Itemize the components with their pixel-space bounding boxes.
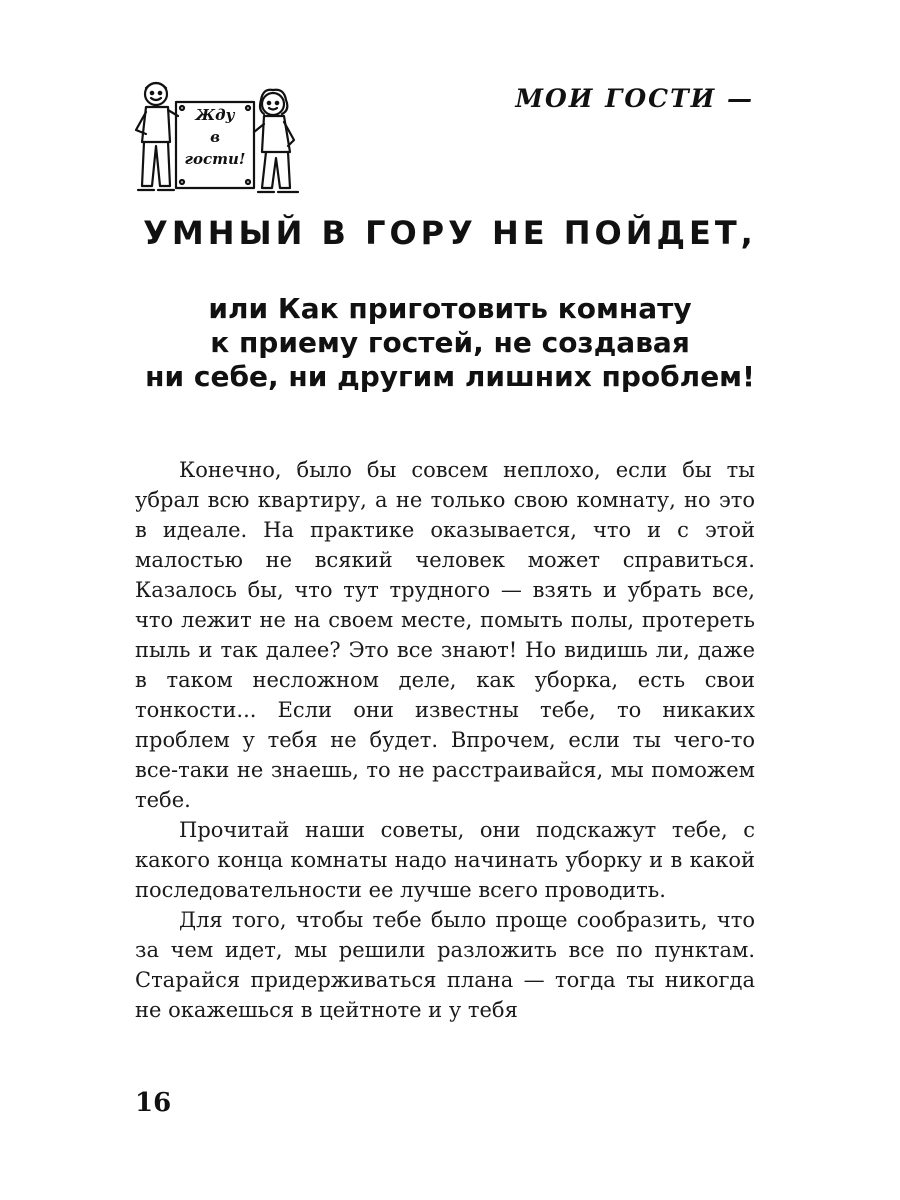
paragraph: Для того, чтобы тебе было проще сообразить, что за чем идет, мы решили разложить все по пунктам. Старайся придерживаться плана — тогда ты никогда не окажешься в цейтноте и у тебя [135, 908, 755, 1022]
logo-sign-line: гости! [184, 150, 246, 168]
page-number: 16 [135, 1088, 172, 1118]
chapter-title: УМНЫЙ В ГОРУ НЕ ПОЙДЕТ, [143, 214, 757, 252]
subtitle-line: или Как приготовить комнату [208, 292, 692, 325]
running-head: МОИ ГОСТИ — [515, 84, 754, 113]
paragraph: Конечно, было бы совсем неплохо, если бы ты убрал всю квартиру, а не только свою комнату, но это в идеале. На практике оказывается, что и с этой малостью не всякий человек может справиться. Казалось бы, что тут трудного — взять и убрать все, что лежит не на своем месте, помыть полы, протереть пыль и так далее? Это все знают! Но видишь ли, даже в таком несложном деле, как уборка, есть свои тонкости... Если они известны тебе, то никаких проблем у тебя не будет. Впрочем, если ты чего-то все-таки не знаешь, то не расстраивайся, мы поможем тебе. [135, 458, 755, 812]
subtitle-line: ни себе, ни другим лишних проблем! [145, 360, 755, 393]
body-text [135, 455, 755, 1025]
logo-sign-line: Жду [195, 106, 235, 124]
chapter-subtitle [0, 292, 900, 394]
logo-sign-text [178, 104, 252, 184]
kids-holding-sign-icon [130, 80, 320, 198]
logo-sign-line: в [210, 128, 220, 146]
subtitle-line: к приему гостей, не создавая [210, 326, 690, 359]
paragraph: Прочитай наши советы, они подскажут тебе, с какого конца комнаты надо начинать уборку и в какой последовательности ее лучше всего проводить. [135, 818, 755, 902]
